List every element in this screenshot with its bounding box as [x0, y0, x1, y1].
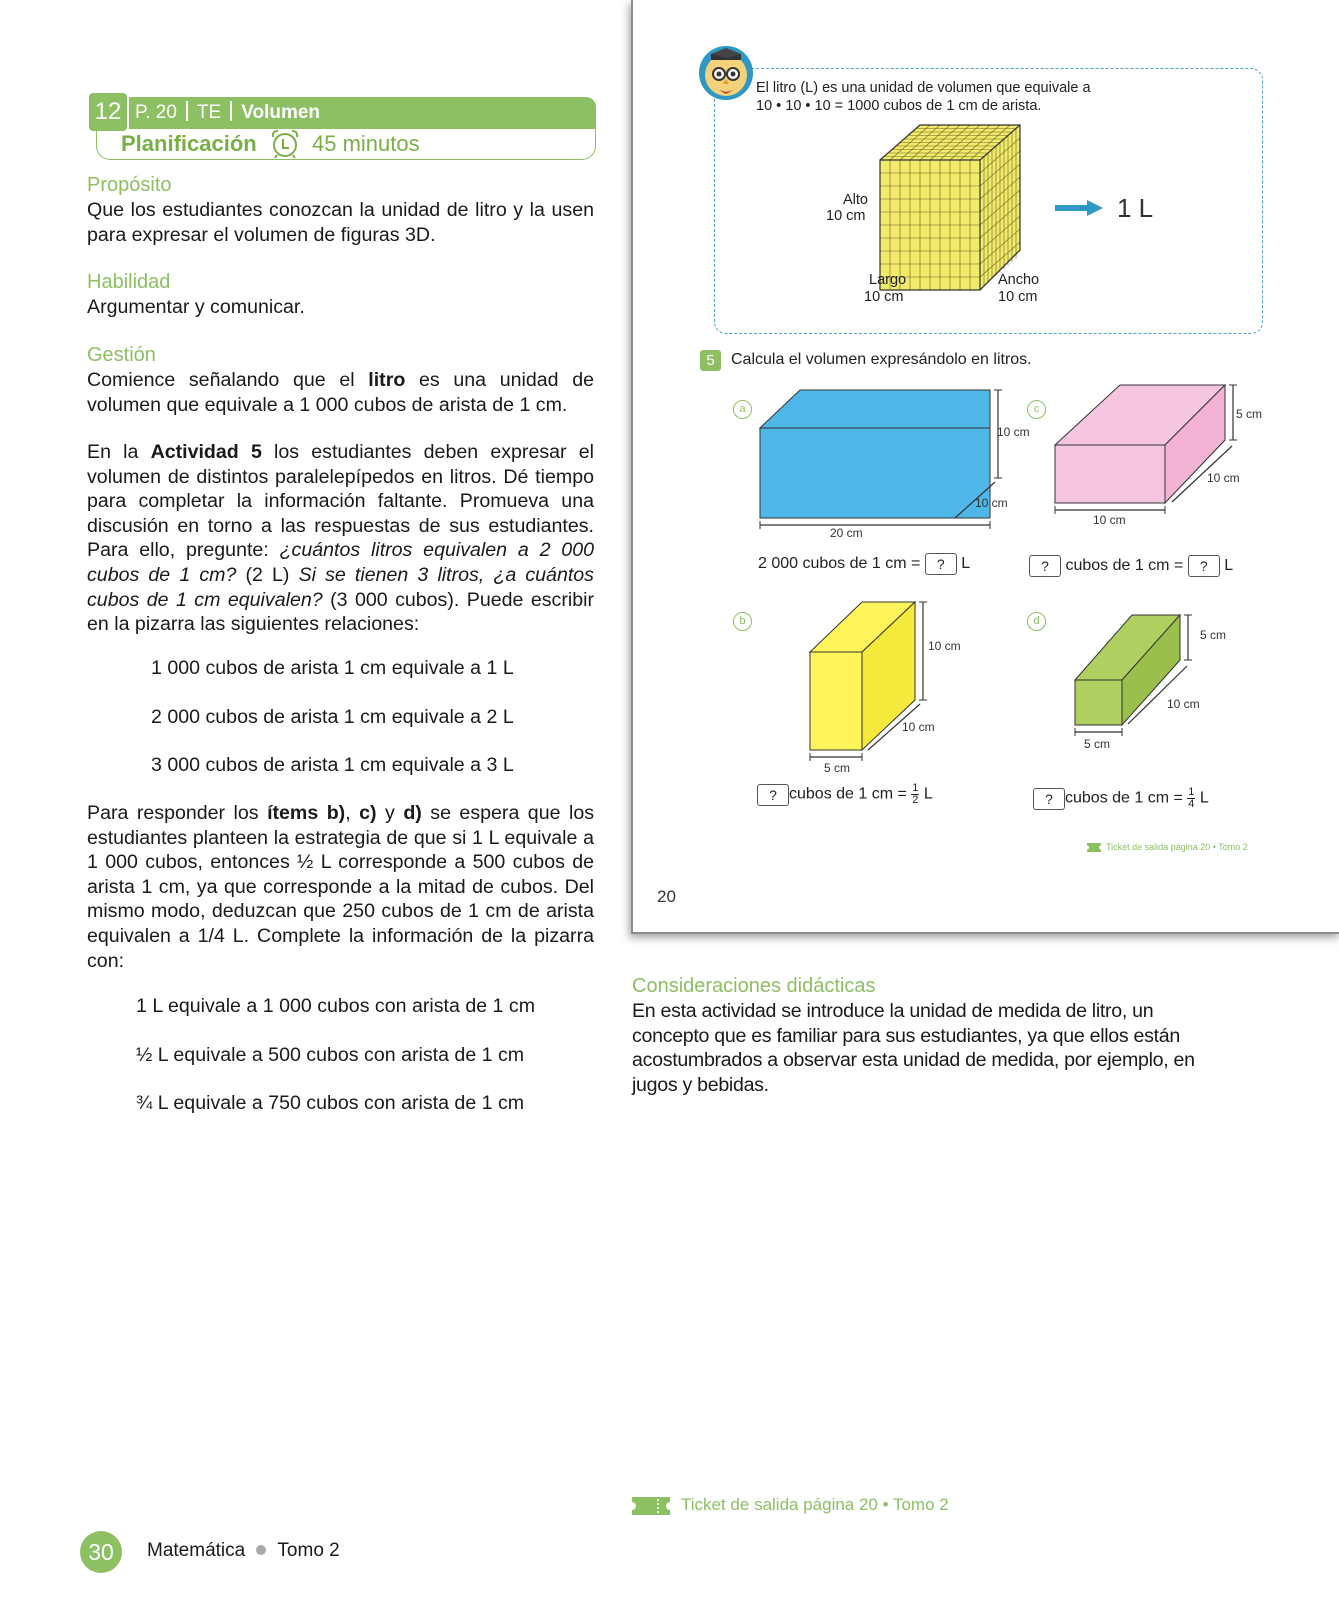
- relation-5: ½ L equivale a 500 cubos con arista de 1 cm: [136, 1044, 525, 1066]
- item-c-label: c: [1027, 400, 1046, 419]
- item-a-dim-width: 20 cm: [830, 526, 863, 540]
- footer-text: [147, 1540, 340, 1562]
- item-a-dim-height: 10 cm: [997, 425, 1030, 439]
- planning-label: Planificación: [121, 131, 257, 156]
- item-d-dim-width: 5 cm: [1084, 737, 1111, 751]
- owl-mascot-icon: [697, 44, 755, 102]
- page-number: 30: [80, 1531, 122, 1573]
- relation-1: 1 000 cubos de arista 1 cm equivale a 1 L: [151, 657, 514, 679]
- item-a-answer-box[interactable]: ?: [925, 553, 957, 575]
- habilidad-text: Argumentar y comunicar.: [87, 296, 305, 318]
- proposito-heading: Propósito: [87, 174, 172, 196]
- ticket-small-text: Ticket de salida página 20 • Tomo 2: [1106, 842, 1248, 852]
- alarm-clock-icon: [268, 128, 302, 160]
- relation-6: ¾ L equivale a 750 cubos con arista de 1 cm: [136, 1092, 525, 1114]
- activity-instruction: Calcula el volumen expresándolo en litros.: [731, 351, 1032, 368]
- item-d-label: d: [1027, 612, 1046, 631]
- alto-label: Alto: [843, 192, 868, 208]
- item-d-dim-depth: 10 cm: [1167, 697, 1200, 711]
- item-b-dim-depth: 10 cm: [902, 720, 935, 734]
- habilidad-heading: Habilidad: [87, 271, 171, 293]
- item-c-equation: ? cubos de 1 cm = ? L: [1029, 555, 1233, 577]
- activity-number: 5: [700, 350, 721, 371]
- item-b-answer-box[interactable]: ?: [757, 784, 789, 806]
- largo-value: 10 cm: [864, 289, 904, 305]
- info-line-2: 10 • 10 • 10 = 1000 cubos de 1 cm de arista.: [756, 98, 1042, 114]
- relation-4: 1 L equivale a 1 000 cubos con arista de 1 cm: [136, 995, 536, 1017]
- largo-label: Largo: [869, 272, 907, 288]
- gestion-paragraph-1: Comience señalando que el litro es una unidad de volumen que equivale a 1 000 cubos de arista de 1 cm.: [87, 369, 595, 416]
- item-a-equation: 2 000 cubos de 1 cm = ? L: [758, 553, 970, 575]
- page-ref: P. 20: [135, 102, 177, 123]
- pink-prism-illustration: [1050, 380, 1263, 520]
- relation-2: 2 000 cubos de arista 1 cm equivale a 2 L: [151, 706, 514, 728]
- gestion-paragraph-2: En la Actividad 5 los estudiantes deben expresar el volumen de distintos paralelepípedos en litros. Dé tiempo para completar la información faltante. Promueva una discusión en torno a las respuestas de sus estudiantes. Para ello, pregunte: ¿cuántos litros equivalen a 2 000 cubos de 1 cm? (2 L) Si se tienen 3 litros, ¿a cuántos cubos de 1 cm equivalen? (3 000 cubos). Puede escribir en la pizarra las siguientes relaciones:: [87, 441, 595, 636]
- item-a-label: a: [733, 400, 752, 419]
- relation-3: 3 000 cubos de arista 1 cm equivale a 3 L: [151, 754, 514, 776]
- item-c-dim-width: 10 cm: [1093, 513, 1126, 527]
- info-line-1: El litro (L) es una unidad de volumen que equivale a: [756, 80, 1091, 96]
- arrow-right-icon: [1055, 200, 1103, 216]
- item-c-answer-box-2[interactable]: ?: [1188, 555, 1220, 577]
- student-page-number: 20: [657, 887, 676, 906]
- footer-subject: Matemática: [147, 1540, 246, 1561]
- footer-dot: [256, 1545, 266, 1555]
- alto-value: 10 cm: [826, 208, 866, 224]
- item-d-dim-height: 5 cm: [1200, 628, 1227, 642]
- item-b-label: b: [733, 612, 752, 631]
- item-c-answer-box-1[interactable]: ?: [1029, 555, 1061, 577]
- ticket-text: Ticket de salida página 20 • Tomo 2: [681, 1495, 949, 1514]
- item-c-dim-height: 5 cm: [1236, 407, 1263, 421]
- topic-label: Volumen: [241, 102, 321, 123]
- duration: 45 minutos: [312, 131, 420, 156]
- proposito-text: Que los estudiantes conozcan la unidad de litro y la usen para expresar el volumen de figuras 3D.: [87, 199, 594, 246]
- item-a-dim-depth: 10 cm: [975, 496, 1008, 510]
- header-text: [135, 100, 320, 126]
- item-b-fraction: $\frac{1}{2}$: [912, 782, 919, 806]
- ancho-label: Ancho: [998, 272, 1040, 288]
- consideraciones-heading: Consideraciones didácticas: [632, 975, 876, 997]
- item-b-dim-height: 10 cm: [928, 639, 961, 653]
- yellow-prism-illustration: [805, 600, 935, 770]
- blue-prism-illustration: [755, 385, 1005, 535]
- item-b-dim-width: 5 cm: [824, 761, 851, 775]
- item-d-answer-box[interactable]: ?: [1033, 788, 1065, 810]
- green-prism-illustration: [1070, 610, 1200, 740]
- item-c-dim-depth: 10 cm: [1207, 471, 1240, 485]
- consideraciones-text: En esta actividad se introduce la unidad de medida de litro, un concepto que es familiar para sus estudiantes, ya que ellos están acostumbrados a observar esta unidad de medida, por ejemplo, en jugos y bebidas.: [632, 1000, 1195, 1096]
- footer-tome: Tomo 2: [277, 1540, 340, 1561]
- item-d-fraction: $\frac{1}{4}$: [1188, 786, 1195, 810]
- ticket-icon: [1087, 843, 1101, 852]
- ticket-icon-large: [632, 1497, 670, 1515]
- ancho-value: 10 cm: [998, 289, 1038, 305]
- gestion-heading: Gestión: [87, 344, 156, 366]
- te-label: TE: [196, 102, 222, 123]
- gestion-paragraph-3: Para responder los ítems b), c) y d) se espera que los estudiantes planteen la estrategia de que si 1 L equivale a 1 000 cubos, entonces ½ L corresponde a 500 cubos de arista 1 cm, ya que corresponde a la mitad de cubos. Del mismo modo, deduzcan que 250 cubos de 1 cm de arista equivalen a 1/4 L. Complete la información de la pizarra con:: [87, 802, 595, 972]
- one-liter-result: 1 L: [1117, 193, 1154, 223]
- item-d-equation: ? cubos de 1 cm = $\frac{1}{4}$ L: [1033, 787, 1209, 810]
- lesson-number: 12: [87, 91, 129, 133]
- item-b-equation: ? cubos de 1 cm = $\frac{1}{2}$ L: [757, 783, 933, 806]
